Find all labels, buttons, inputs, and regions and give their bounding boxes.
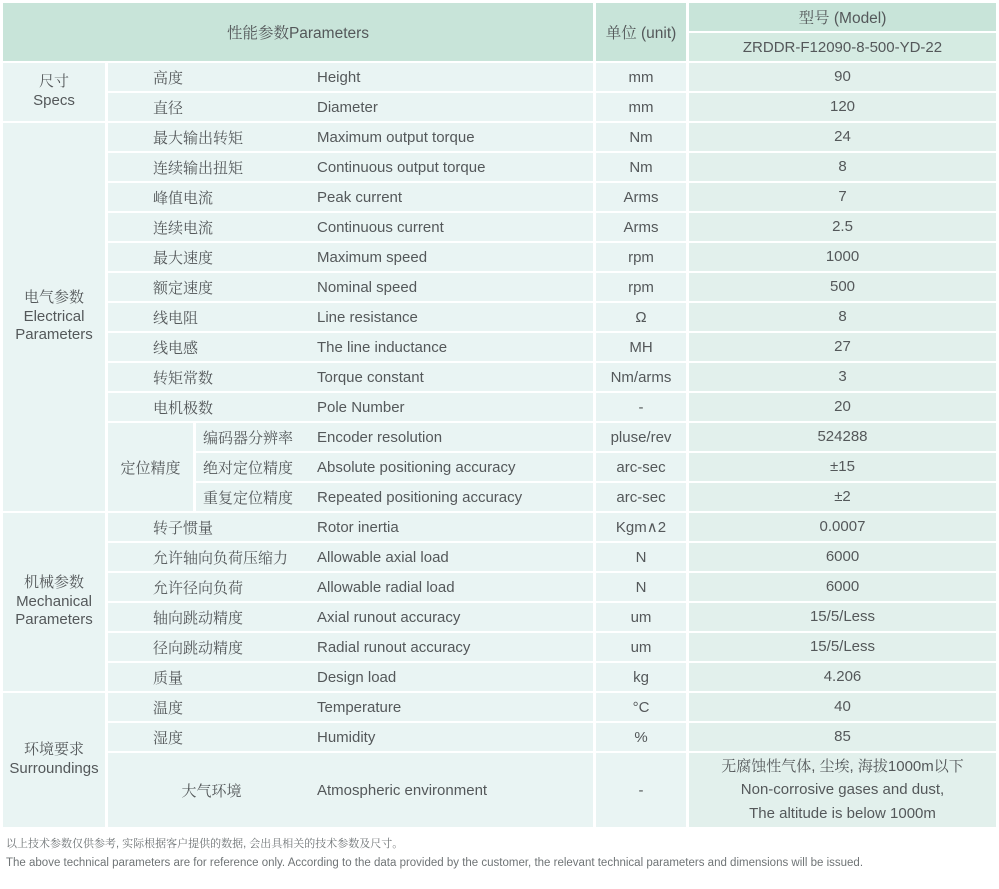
group-label-cn: 环境要求 [23,741,84,759]
group-label-cn: 机械参数 [23,573,84,591]
group-cell [3,123,105,513]
spec-table-body [3,63,996,829]
value-cell: 8 [686,303,996,333]
unit-cell: Arms [593,183,686,213]
unit-cell: Nm/arms [593,363,686,393]
param-name-cn: 额定速度 [105,273,315,303]
param-name-en: Diameter [315,93,593,123]
table-row [3,423,996,453]
spec-table [3,3,996,829]
unit-cell: rpm [593,273,686,303]
group-label-en: Mechanical Parameters [15,592,93,629]
unit-cell: um [593,603,686,633]
unit-cell: Nm [593,153,686,183]
value-cell: 6000 [686,573,996,603]
unit-cell: Nm [593,123,686,153]
value-line: The altitude is below 1000m [749,804,936,822]
param-name-en: Temperature [315,693,593,723]
param-name-en: Nominal speed [315,273,593,303]
model-header: 型号 (Model) [686,3,996,33]
param-name-cn: 重复定位精度 [193,483,315,513]
value-cell: 24 [686,123,996,153]
unit-cell: Kgm∧2 [593,513,686,543]
footnote-cn: 以上技术参数仅供参考, 实际根据客户提供的数据, 会出具相关的技术参数及尺寸。 [6,838,404,850]
model-value: ZRDDR-F12090-8-500-YD-22 [686,33,996,63]
value-cell: 120 [686,93,996,123]
group-label-en: Surroundings [9,760,99,777]
value-cell: 2.5 [686,213,996,243]
param-name-en: Allowable radial load [315,573,593,603]
param-name-cn: 连续输出扭矩 [105,153,315,183]
value-cell: 7 [686,183,996,213]
unit-cell: rpm [593,243,686,273]
param-name-cn: 转矩常数 [105,363,315,393]
param-name-cn: 峰值电流 [105,183,315,213]
footnote-en: The above technical parameters are for reference only. According to the data provided by the customer, the relevant technical parameters and dimensions will be issued. [6,856,864,869]
param-name-en: Encoder resolution [315,423,593,453]
table-row [3,603,996,633]
table-row [3,723,996,753]
value-cell: 27 [686,333,996,363]
param-name-cn: 允许径向负荷 [105,573,315,603]
param-name-cn: 直径 [105,93,315,123]
table-row [3,243,996,273]
value-line: Non-corrosive gases and dust, [740,781,945,799]
param-name-cn: 轴向跳动精度 [105,603,315,633]
param-name-cn: 径向跳动精度 [105,633,315,663]
table-row [3,303,996,333]
spec-table-header [3,3,996,63]
param-name-cn: 大气环境 [105,753,315,829]
group-cell [3,693,105,829]
footnotes [3,829,996,872]
value-cell: 1000 [686,243,996,273]
param-name-en: Maximum output torque [315,123,593,153]
value-cell: 4.206 [686,663,996,693]
param-name-cn: 最大输出转矩 [105,123,315,153]
unit-cell: Arms [593,213,686,243]
value-cell: 3 [686,363,996,393]
subgroup-cell: 定位精度 [105,423,193,513]
table-row [3,633,996,663]
value-cell: 40 [686,693,996,723]
table-row [3,573,996,603]
value-cell: 15/5/Less [686,633,996,663]
param-name-en: Continuous current [315,213,593,243]
table-row [3,123,996,153]
param-name-cn: 湿度 [105,723,315,753]
param-name-en: Atmospheric environment [315,753,593,829]
unit-cell: pluse/rev [593,423,686,453]
table-row [3,693,996,723]
table-row [3,363,996,393]
group-cell [3,63,105,123]
param-name-cn: 允许轴向负荷压缩力 [105,543,315,573]
param-name-cn: 最大速度 [105,243,315,273]
unit-cell: mm [593,93,686,123]
table-row [3,753,996,829]
unit-cell: N [593,573,686,603]
unit-cell: - [593,753,686,829]
param-name-cn: 高度 [105,63,315,93]
param-name-en: Height [315,63,593,93]
value-cell: 15/5/Less [686,603,996,633]
table-row [3,543,996,573]
value-cell: 524288 [686,423,996,453]
group-label-en: Specs [33,92,75,109]
param-name-en: Peak current [315,183,593,213]
unit-cell: % [593,723,686,753]
param-name-cn: 质量 [105,663,315,693]
value-cell: 85 [686,723,996,753]
param-name-en: Humidity [315,723,593,753]
unit-cell: arc-sec [593,483,686,513]
value-cell: 90 [686,63,996,93]
unit-cell: mm [593,63,686,93]
param-name-en: Axial runout accuracy [315,603,593,633]
unit-cell: Ω [593,303,686,333]
table-row [3,183,996,213]
param-name-cn: 编码器分辨率 [193,423,315,453]
unit-cell: MH [593,333,686,363]
unit-cell: kg [593,663,686,693]
param-name-en: Pole Number [315,393,593,423]
value-cell: ±15 [686,453,996,483]
table-row [3,63,996,93]
table-row [3,513,996,543]
param-name-en: Allowable axial load [315,543,593,573]
param-name-en: Maximum speed [315,243,593,273]
param-name-cn: 线电阻 [105,303,315,333]
value-cell: 20 [686,393,996,423]
unit-cell: um [593,633,686,663]
group-label-cn: 电气参数 [23,288,84,306]
param-name-en: Absolute positioning accuracy [315,453,593,483]
param-name-en: Continuous output torque [315,153,593,183]
table-row [3,93,996,123]
table-row [3,663,996,693]
value-cell: 0.0007 [686,513,996,543]
param-name-cn: 绝对定位精度 [193,453,315,483]
param-name-en: Torque constant [315,363,593,393]
unit-cell: N [593,543,686,573]
param-name-en: Repeated positioning accuracy [315,483,593,513]
unit-cell: arc-sec [593,453,686,483]
value-cell: 500 [686,273,996,303]
value-cell [686,753,996,829]
param-name-cn: 温度 [105,693,315,723]
param-name-cn: 电机极数 [105,393,315,423]
table-row [3,213,996,243]
param-name-en: The line inductance [315,333,593,363]
param-name-en: Line resistance [315,303,593,333]
param-name-cn: 线电感 [105,333,315,363]
group-label-en: Electrical Parameters [15,307,93,344]
value-line: 无腐蚀性气体, 尘埃, 海拔1000m以下 [721,758,964,776]
header-row-1 [3,3,996,33]
unit-cell: °C [593,693,686,723]
value-cell: 8 [686,153,996,183]
param-name-en: Design load [315,663,593,693]
param-name-cn: 连续电流 [105,213,315,243]
table-row [3,393,996,423]
table-row [3,153,996,183]
param-name-en: Radial runout accuracy [315,633,593,663]
value-cell: ±2 [686,483,996,513]
param-name-en: Rotor inertia [315,513,593,543]
table-row [3,273,996,303]
parameters-header: 性能参数Parameters [3,3,593,63]
table-row [3,333,996,363]
group-cell [3,513,105,693]
unit-cell: - [593,393,686,423]
param-name-cn: 转子惯量 [105,513,315,543]
unit-header: 单位 (unit) [593,3,686,63]
group-label-cn: 尺寸 [38,73,69,91]
value-cell: 6000 [686,543,996,573]
